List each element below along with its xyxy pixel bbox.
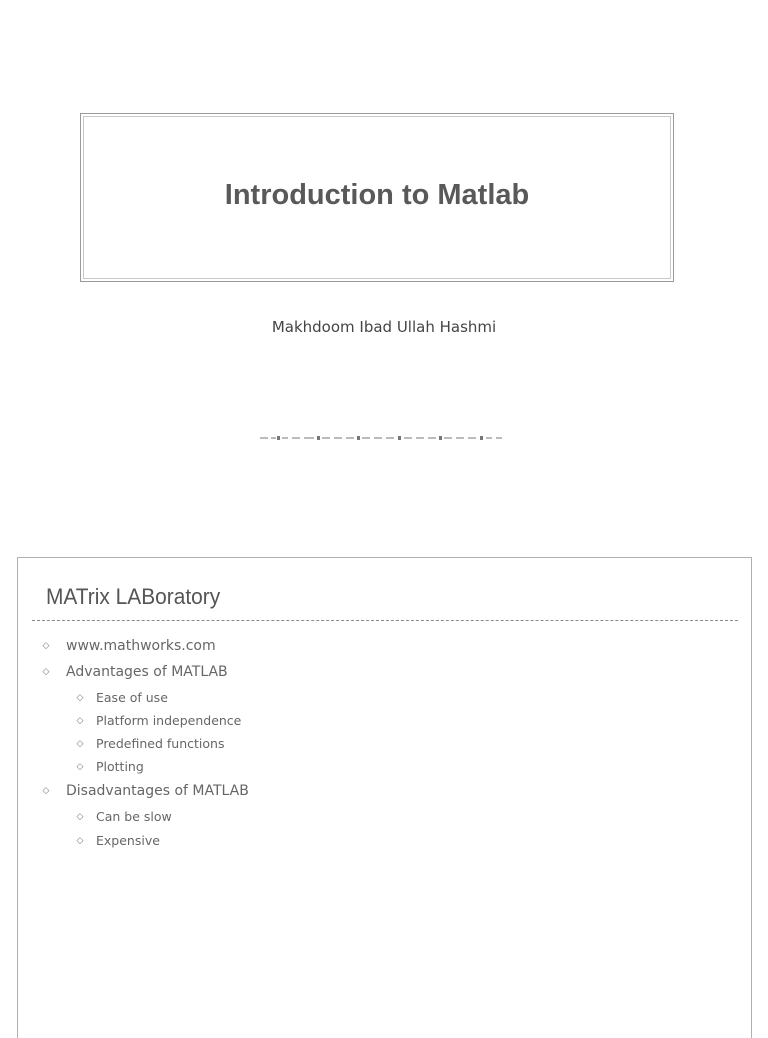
author-name: Makhdoom Ibad Ullah Hashmi (271, 318, 497, 336)
diamond-bullet-icon: ◇ (76, 835, 84, 846)
content-slide-title: MATrix LABoratory (46, 584, 221, 609)
bullet-text: Predefined functions (96, 736, 225, 751)
diamond-bullet-icon: ◇ (42, 641, 50, 651)
bullet-text: Advantages of MATLAB (66, 664, 228, 680)
list-item (18, 833, 160, 848)
bullet-text: www.mathworks.com (66, 638, 216, 654)
dashed-ornament-icon (258, 432, 504, 444)
diamond-bullet-icon: ◇ (42, 667, 50, 677)
list-item (18, 664, 228, 680)
diamond-bullet-icon: ◇ (42, 786, 50, 796)
list-item (18, 809, 172, 824)
diamond-bullet-icon: ◇ (76, 738, 84, 749)
bullet-text: Plotting (96, 759, 144, 774)
slide-title: Introduction to Matlab (224, 179, 530, 211)
list-item (18, 713, 241, 728)
bullet-text: Ease of use (96, 690, 168, 705)
title-box (80, 113, 674, 282)
diamond-bullet-icon: ◇ (76, 811, 84, 822)
bullet-text: Can be slow (96, 809, 172, 824)
list-item (18, 690, 168, 705)
content-slide (17, 557, 752, 1038)
bullet-text: Expensive (96, 833, 160, 848)
list-item (18, 736, 224, 751)
diamond-bullet-icon: ◇ (76, 761, 84, 772)
diamond-bullet-icon: ◇ (76, 692, 84, 703)
diamond-bullet-icon: ◇ (76, 715, 84, 726)
title-divider (32, 620, 738, 621)
bullet-text: Platform independence (96, 713, 242, 728)
list-item (18, 783, 249, 799)
bullet-text: Disadvantages of MATLAB (66, 783, 249, 799)
list-item (18, 759, 144, 774)
list-item (18, 638, 216, 654)
